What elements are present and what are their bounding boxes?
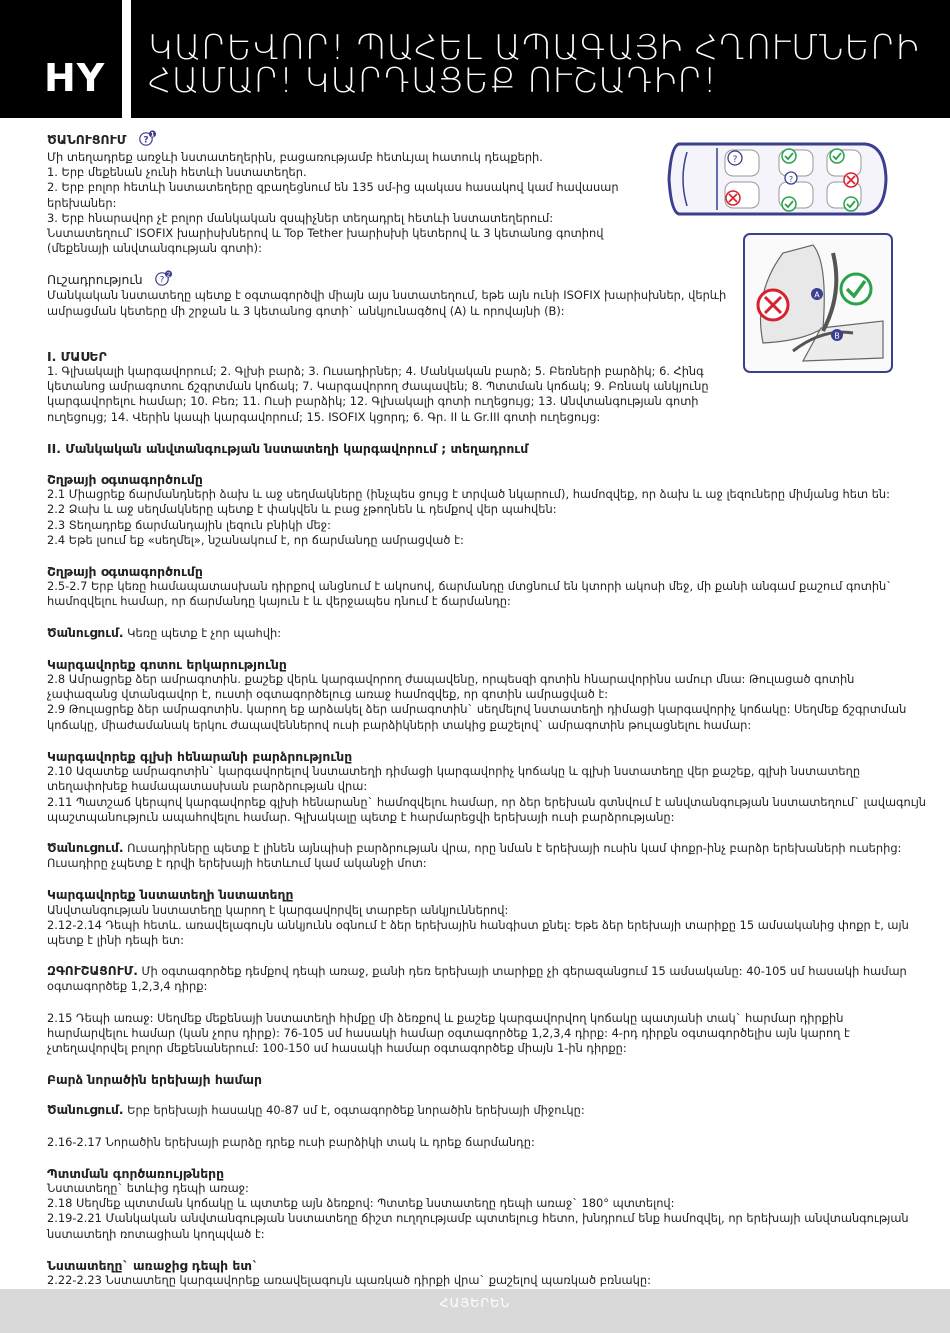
- newborn-heading: Բարձ նորածին երեխայի համար: [47, 1072, 262, 1088]
- harness-heading: Շղթայի օգտագործումը: [47, 564, 203, 580]
- body-line: 2.4 Եթե լսում եք «սեղմել», նշանակում է, որ ճարմանդը ամրացված է:: [47, 532, 464, 547]
- body-line: 2.5-2.7 Երբ կեռը համապատասխան դիրքով անցնում է ակոսով, ճարմանդը մտցնում են կտորի ակոսի մեջ, մի քանի անգամ քաշում գոտին` համոզվելու համար, որ ճարմանդը կայուն է և վերջապես դնում է ճարմանդը:: [47, 579, 892, 609]
- language-code: HY: [44, 56, 106, 100]
- belt-label-a: A: [814, 290, 820, 300]
- footer-language-label: ՀԱՅԵՐԵՆ: [439, 1295, 511, 1310]
- warning-text: Մի օգտագործեք դեմքով դեպի առաջ, քանի դեռ երեխայի տարիքը չի գերազանցում 15 ամսականը: 40-105 սմ հասակի համար օգտագործեք 1,2,3,4 դիրք:: [47, 964, 907, 994]
- attention-heading: [47, 270, 927, 288]
- body-line: 2.16-2.17 Նորածին երեխայի բարձը դրեք ուսի բարձիկի տակ և դրեք ճարմանդը:: [47, 1134, 535, 1149]
- intro-line: 1. Երբ մեքենան չունի հետևի նստատեղեր.: [47, 165, 307, 180]
- body-line: Անվտանգության նստատեղը կարող է կարգավորվել տարբեր անկյուններով:: [47, 902, 509, 917]
- note-label: Ծանուցում.: [47, 840, 124, 855]
- belt-label-b: B: [834, 331, 840, 341]
- svg-text:?: ?: [159, 275, 164, 286]
- rotation-heading: Պտտման գործառույթները: [47, 1165, 225, 1181]
- attention-heading-text: Ուշադրություն: [47, 272, 143, 288]
- intro-line: 3. Երբ հնարավոր չէ բոլոր մանկական զսպիչներ տեղադրել հետևի նստատեղերում:: [47, 210, 554, 225]
- body-line: 2.1 Միացրեք ճարմանդների ձախ և աջ սեղմակները (ինչպես ցույց է տրված նկարում), համոզվեք, որ ձախ և աջ լեզուները միմյանց հետ են:: [47, 487, 890, 502]
- body-line: 2.22-2.23 Նստատեղը կարգավորեք առավելագույն պառկած դիրքի վրա` քաշելով պառկած բռնակը:: [47, 1272, 651, 1287]
- svg-text:?: ?: [788, 175, 794, 184]
- parts-list: 1. Գլխակալի կարգավորում; 2. Գլխի բարձ; 3. Ուսադիրներ; 4. Մանկական բարձ; 5. Բեռների բարձիկ; 6. Հինգ կետանոց ամրագոտու ճշգրտման կոճակ; 7. Կարգավորող ժապավեն; 8. Պտտման կոճակ; 9. Բռնակ անկյունը կարգավորելու համար; 10. Բեռ; 11. Ուսի բարձիկ; 12. Գլխակալի գոտի ուղեցույց; 13. Անվտանգության գոտի ուղեցույց; 14. Վերին կապի կարգավորում; 15. ISOFIX կցորդ; 6. Գր. II և Gr.III գոտի ուղեցույց:: [47, 364, 709, 424]
- body-line: 2.8 Ամրացրեք ձեր ամրագոտին. քաշեք վերև կարգավորող ժապավենը, որպեսզի գոտին հնարավորինս ամուր մնա: Թուլացած գոտին չափազանց վտանգավոր է, ուստի օգտագործելուց առաջ համոզվեք, որ գոտին ամրացված է:: [47, 672, 855, 702]
- forward-to-rear-heading: Նստատեղը` առաջից դեպի ետ`: [47, 1257, 259, 1273]
- question-icon-number: 2: [166, 271, 170, 279]
- attention-text: Մանկական նստատեղը պետք է օգտագործվի միայն այս նստատեղում, եթե այն ունի ISOFIX խարիսխներ, վերևի ամրացման կետերը մի շրջան և 3 կետանոց գոտի` անկյունագծով (A) և որովայնի (B):: [47, 288, 727, 318]
- body-line: 2.10 Ազատեք ամրագոտին` կարգավորելով նստատեղի դիմացի կարգավորիչ կոճակը և գլխի նստատեղը վեր քաշեք, գլխի նստատեղը տեղափոխեք համապատասխան բարձրության վրա:: [47, 764, 861, 794]
- note-text: Ուսադիրները պետք է լինեն այնպիսի բարձրության վրա, որը նման է երեխայի ուսին կամ փոքր-ինչ բարձր երեխաների ուսերից: Ուսադիրը չպետք է դրվի երեխայի հետևում կամ ականջի մոտ:: [47, 840, 902, 871]
- body-line: 2.15 Դեպի առաջ: Սեղմեք մեքենայի նստատեղի հիմքը մի ձեռքով և քաշեք կարգավորվող կոճակը պատյանի տակ` հարմար դիրքին հարմարվելու համար (կան չորս դիրք): 76-105 սմ հասակի համար օգտագործեք 1,2,3,4 դիրք: 4-րդ դիրքն օգտագործելիս այն կարող է չտեղավորվել բոլոր մեքենաներում: 100-150 սմ հասակի համար օգտագործեք միայն 1-ին դիրքը:: [47, 1010, 850, 1055]
- install-heading: II. Մանկական անվտանգության նստատեղի կարգավորում ; տեղադրում: [47, 440, 529, 456]
- page-footer: [0, 1289, 950, 1333]
- intro-heading-text: ԾԱՆՈՒՑՈՒՄ: [47, 132, 127, 147]
- note-label: Ծանուցում.: [47, 625, 124, 640]
- note-text: Երբ երեխայի հասակը 40-87 սմ է, օգտագործեք նորածին երեխայի միջուկը:: [127, 1103, 585, 1118]
- intro-line: Մի տեղադրեք առջևի նստատեղերին, բացառությամբ հետևյալ հատուկ դեպքերի.: [47, 150, 543, 164]
- body-line: 2.11 Պատշաճ կերպով կարգավորեք գլխի հենարանը` համոզվելու համար, որ ձեր երեխան գտնվում է անվտանգության նստատեղում` լավագույն պաշտպանություն ապահովելու համար. Գլխակալը պետք է հարմարեցվի երեխայի ուսի բարձրությանը:: [47, 794, 927, 824]
- body-line: 2.2 Ձախ և աջ սեղմակները պետք է փակվեն և բաց չթողնեն և դեմքով վեր պահվեն:: [47, 502, 557, 517]
- headrest-heading: Կարգավորեք գլխի հենարանի բարձրությունը: [47, 748, 353, 764]
- body-line: Նստատեղը` ետևից դեպի առաջ:: [47, 1180, 249, 1195]
- page-title-line-2: ՀԱՄԱՐ! ԿԱՐԴԱՑԵՔ ՈՒՇԱԴԻՐ!: [148, 61, 717, 101]
- body-line: 2.18 Սեղմեք պտտման կոճակը և պտտեք այն ձեռքով: Պտտեք նստատեղը դեպի առաջ` 180° պտտելով:: [47, 1196, 675, 1211]
- intro-line: 2. Երբ բոլոր հետևի նստատեղերը զբաղեցնում են 135 սմ-ից պակաս հասակով կամ հավասար երեխաներ:: [47, 180, 619, 210]
- language-code-box: [0, 0, 122, 118]
- intro-line: Նստատեղում՝ ISOFIX խարիսխներով և Top Tether խարիսխի կետերով և 3 կետանոց գոտիով (մեքենայի անվտանգության գոտի):: [47, 226, 604, 256]
- warning: [47, 964, 927, 994]
- question-icon-number: 1: [150, 131, 155, 139]
- harness-heading: Շղթայի օգտագործումը: [47, 472, 203, 488]
- page-header: [0, 0, 950, 118]
- warning-label: ԶԳՈՒՇԱՑՈՒՄ.: [47, 964, 138, 979]
- body-line: 2.3 Տեղադրեք ճարմանդային լեզուն բնիկի մեջ:: [47, 517, 331, 532]
- note: [47, 841, 927, 871]
- svg-text:?: ?: [732, 155, 738, 165]
- intro-heading: [47, 130, 927, 150]
- question-icon: [155, 270, 173, 286]
- note: [47, 626, 927, 641]
- body-line: 2.9 Թուլացրեք ձեր ամրագոտին. կարող եք արձակել ձեր ամրագոտին` սեղմելով նստատեղի դիմացի կարգավորիչ կոճակը: Սեղմեք ճշգրտման կոճակը, միաժամանակ երկու ժապավեններով ուսի բարձիկների տակից քաշելով` ամրագոտին թուլացնելու համար:: [47, 702, 907, 732]
- body-line: 2.12-2.14 Դեպի հետև. առավելագույն անկյունն օգնում է ձեր երեխային հանգիստ քնել: Եթե ձեր երեխայի տարիքը 15 ամսականից փոքր է, այն պետք է լինի դեպի ետ:: [47, 917, 909, 947]
- document-body: [47, 130, 927, 1288]
- svg-text:?: ?: [143, 135, 149, 146]
- note-label: Ծանուցում.: [47, 1103, 124, 1118]
- question-icon: [139, 130, 157, 146]
- page-title-line-1: ԿԱՐԵՎՈՐ! ՊԱՀԵԼ ԱՊԱԳԱՅԻ ՀՂՈՒՄՆԵՐԻ: [148, 28, 920, 68]
- header-separator: [122, 0, 131, 118]
- page-title: [148, 28, 938, 101]
- adjust-belt-heading: Կարգավորեք գոտու երկարությունը: [47, 656, 287, 672]
- note: [47, 1103, 927, 1118]
- note-text: Կեռը պետք է չոր պահվի:: [127, 625, 282, 640]
- body-line: 2.19-2.21 Մանկական անվտանգության նստատեղը ճիշտ ուղղությամբ պտտելուց հետո, խնդրում ենք համոզվել, որ երեխայի անվտանգության նստատեղի ռոտացիան կողպված է:: [47, 1211, 909, 1241]
- seat-adjust-heading: Կարգավորեք նստատեղի նստատեղը: [47, 887, 294, 903]
- parts-heading: I. ՄԱՍԵՐ: [47, 348, 107, 364]
